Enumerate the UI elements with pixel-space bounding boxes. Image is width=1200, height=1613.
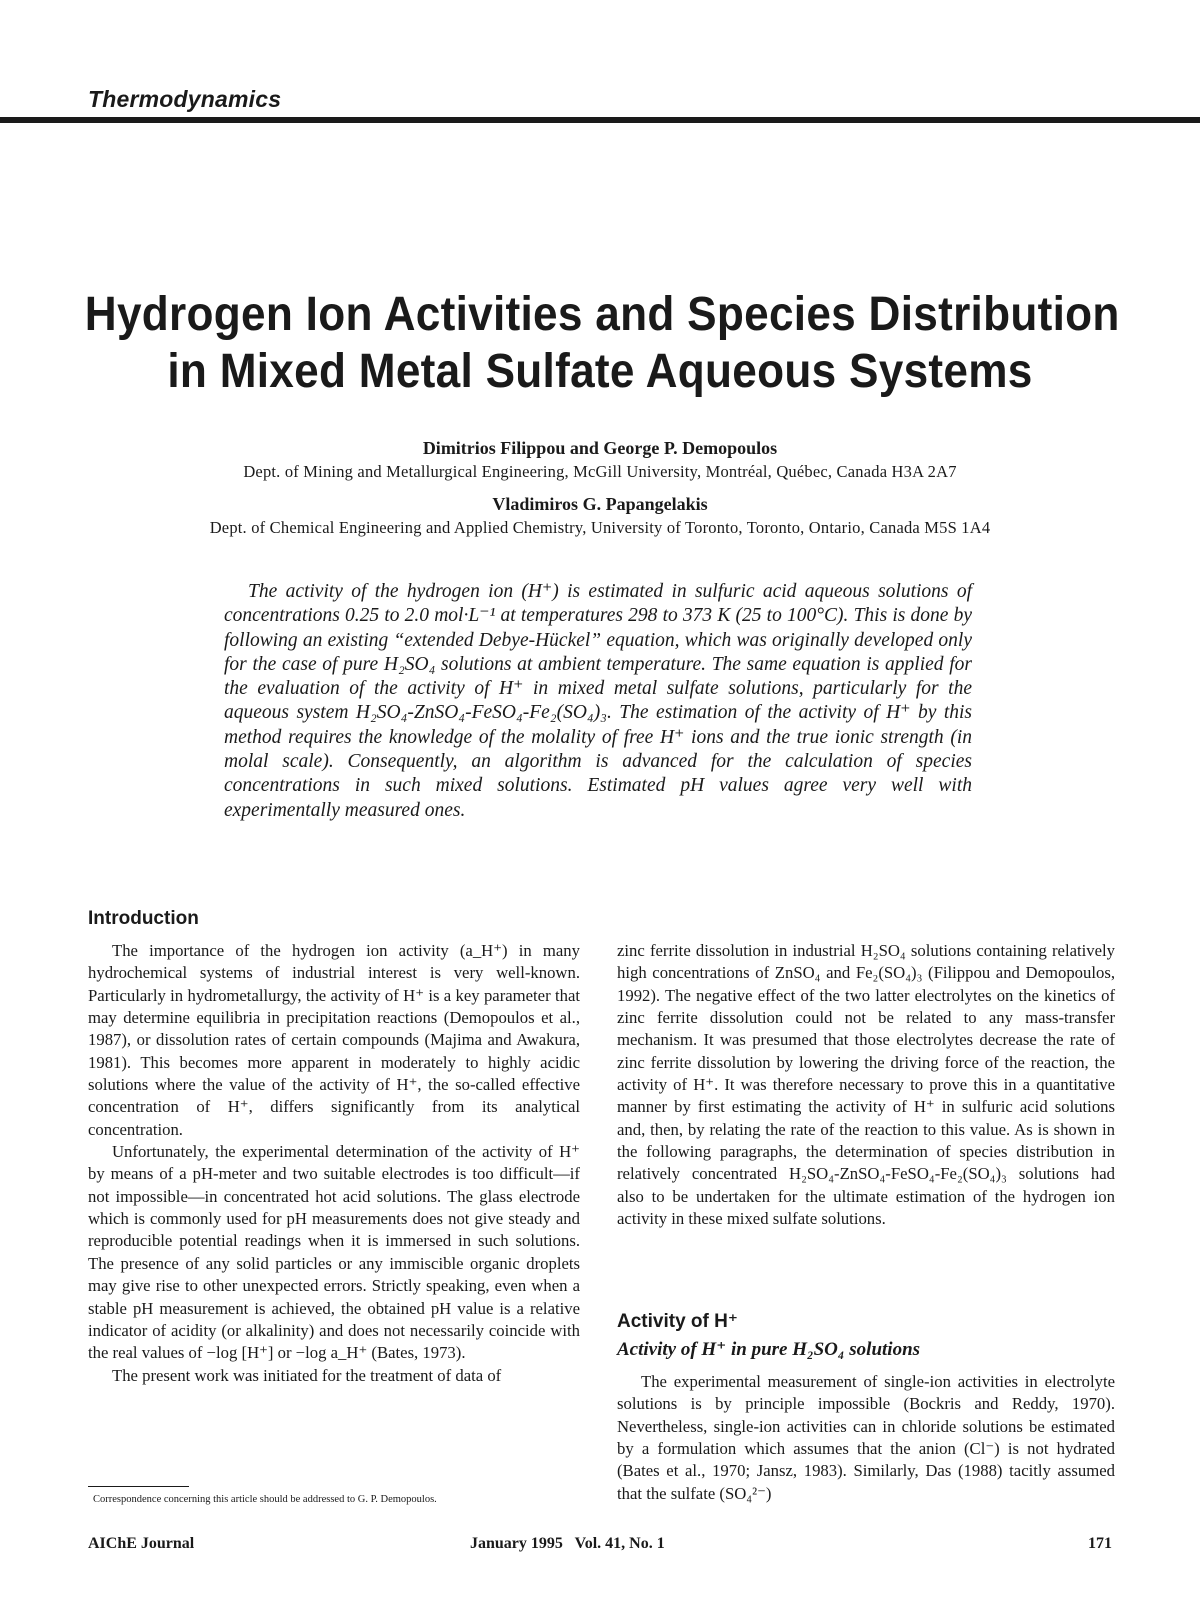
intro-paragraph-3: The present work was initiated for the treatment of data of bbox=[112, 1365, 502, 1385]
intro-paragraph-1: The importance of the hydrogen ion activity (a_H⁺) in many hydrochemical systems of industrial interest is very well-known. Particularly in hydrometallurgy, the activity of H⁺ is a key parameter that may determine equilibria in precipitation reactions (Demopoulos et al., 1987), or dissolution rates of certain compounds (Majima and Awakura, 1981). This becomes more apparent in moderately to highly acidic solutions where the value of the activity of H⁺, the so-called effective concentration of H⁺, differs significantly from its analytical concentration. bbox=[88, 941, 580, 1139]
footnote: Correspondence concerning this article should be addressed to G. P. Demopoulos. bbox=[93, 1494, 437, 1505]
affiliation-1: Dept. of Mining and Metallurgical Engineering, McGill University, Montréal, Québec, Canada H3A 2A7 bbox=[243, 462, 957, 481]
activity-paragraph-1: The experimental measurement of single-ion activities in electrolyte solutions is by principle impossible (Bockris and Reddy, 1970). Nevertheless, single-ion activities can in chloride solutions be estimated by a formulation which assumes that the anion (Cl⁻) is not hydrated (Bates et al., 1970; Jansz, 1983). Similarly, Das (1988) tacitly assumed that the sulfate (SO₄²⁻) bbox=[617, 1372, 1115, 1503]
abstract-text: The activity of the hydrogen ion (H⁺) is estimated in sulfuric acid aqueous solutions of concentrations 0.25 to 2.0 mol·L⁻¹ at temperatures 298 to 373 K (25 to 100°C). This is done by following an existing “extended Debye-Hückel” equation, which was originally developed only for the case of pure H₂SO₄ solutions at ambient temperature. The same equation is applied for the evaluation of the activity of H⁺ in mixed metal sulfate solutions, particularly for the aqueous system H₂SO₄-ZnSO₄-FeSO₄-Fe₂(SO₄)₃. The estimation of the activity of H⁺ by this method requires the knowledge of the molality of free H⁺ ions and the true ionic strength (in molal scale). Consequently, an algorithm is advanced for the calculation of species concentrations in such mixed solutions. Estimated pH values agree very well with experimentally measured ones. bbox=[224, 581, 972, 821]
footer-issue: January 1995 Vol. 41, No. 1 bbox=[470, 1535, 665, 1552]
introduction-heading: Introduction bbox=[88, 908, 199, 929]
abstract bbox=[224, 580, 972, 823]
right-column-top bbox=[617, 940, 1115, 1230]
right-column-bottom bbox=[617, 1371, 1115, 1505]
intro-paragraph-4: zinc ferrite dissolution in industrial H₂SO₄ solutions containing relatively high concentrations of ZnSO₄ and Fe₂(SO₄)₃ (Filippou and Demopoulos, 1992). The negative effect of the two latter electrolytes on the kinetics of zinc ferrite dissolution could not be related to any mass-transfer mechanism. It was presumed that those electrolytes decrease the rate of zinc ferrite dissolution by lowering the driving force of the reaction, the activity of H⁺. It was therefore necessary to prove this in a quantitative manner by first estimating the activity of H⁺ in sulfuric acid solutions and, then, by relating the rate of the reaction to this value. As is shown in the following paragraphs, the determination of species distribution in relatively concentrated H₂SO₄-ZnSO₄-FeSO₄-Fe₂(SO₄)₃ solutions had also to be undertaken for the ultimate estimation of the hydrogen ion activity in these mixed sulfate solutions. bbox=[617, 941, 1115, 1229]
footnote-rule bbox=[88, 1486, 189, 1487]
section-label: Thermodynamics bbox=[88, 86, 282, 112]
header-rule bbox=[0, 117, 1200, 123]
intro-paragraph-2: Unfortunately, the experimental determination of the activity of H⁺ by means of a pH-meter and two suitable electrodes is too difficult—if not impossible—in concentrated hot acid solutions. The glass electrode which is commonly used for pH measurements does not give steady and reproducible potential readings when it is immersed in such solutions. The presence of any solid particles or any immiscible organic droplets may give rise to other unexpected errors. Strictly speaking, even when a stable pH measurement is achieved, the obtained pH value is a relative indicator of acidity (or alkalinity) and does not necessarily coincide with the real values of −log [H⁺] or −log a_H⁺ (Bates, 1973). bbox=[88, 1142, 580, 1363]
activity-subheading: Activity of H⁺ in pure H₂SO₄ solutions bbox=[617, 1339, 921, 1360]
activity-heading: Activity of H⁺ bbox=[617, 1311, 738, 1332]
title-line-2: in Mixed Metal Sulfate Aqueous Systems bbox=[167, 345, 1033, 398]
affiliation-2: Dept. of Chemical Engineering and Applied Chemistry, University of Toronto, Toronto, Ontario, Canada M5S 1A4 bbox=[209, 518, 991, 537]
authors-group-1: Dimitrios Filippou and George P. Demopoulos bbox=[422, 438, 778, 458]
left-column bbox=[88, 940, 580, 1387]
footer-page-number: 171 bbox=[1088, 1535, 1112, 1552]
title-line-1: Hydrogen Ion Activities and Species Distribution bbox=[84, 288, 1120, 341]
authors-group-2: Vladimiros G. Papangelakis bbox=[492, 494, 708, 514]
footer-journal: AIChE Journal bbox=[88, 1535, 195, 1552]
article-title bbox=[84, 286, 1120, 400]
